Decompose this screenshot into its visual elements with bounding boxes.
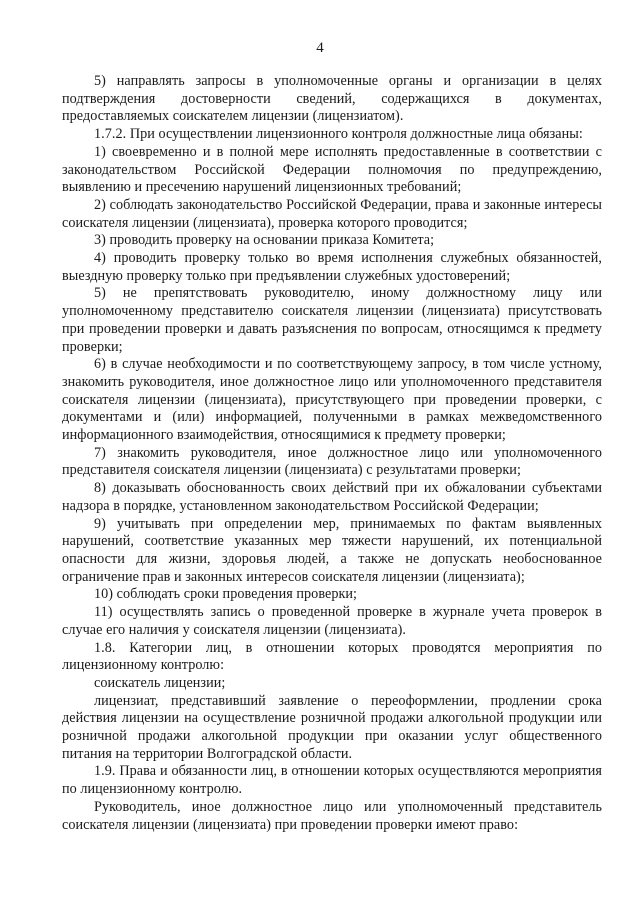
paragraph: 6) в случае необходимости и по соответствующему запросу, в том числе устному, знакомить руководителя, иное должностное лицо или уполномоченного представителя соискателя лицензии (лицензиата), присутствующего при проведении проверки, с документами и (или) информацией, полученными в рамках межведомственного информационного взаимодействия, относящимися к предмету проверки; (62, 356, 602, 444)
paragraph: 5) направлять запросы в уполномоченные органы и организации в целях подтверждения достоверности сведений, содержащихся в документах, предоставляемых соискателем лицензии (лицензиатом). (62, 73, 602, 125)
paragraph: 2) соблюдать законодательство Российской Федерации, права и законные интересы соискателя лицензии (лицензиата), проверка которого проводится; (62, 196, 602, 231)
paragraph: 10) соблюдать сроки проведения проверки; (94, 586, 358, 603)
paragraph: 4) проводить проверку только во время исполнения служебных обязанностей, выездную проверку только при предъявлении служебных удостоверений; (62, 250, 602, 284)
paragraph: 1.8. Категории лиц, в отношении которых проводятся мероприятия по лицензионному контролю: (62, 639, 602, 674)
paragraph: лицензиат, представивший заявление о переоформлении, продлении срока действия лицензии на осуществление розничной продажи алкогольной продукции или розничной продажи алкогольной продукции при оказании услуг общественного питания на территории Волгоградской области. (62, 692, 602, 762)
paragraph: 9) учитывать при определении мер, принимаемых по фактам выявленных нарушений, соответствие указанных мер тяжести нарушений, их потенциальной опасности для жизни, здоровья людей, а также не допускать необоснованное ограничение прав и законных интересов соискателя лицензии (лицензиата); (62, 515, 602, 585)
page-number: 4 (316, 40, 324, 56)
paragraph: 3) проводить проверку на основании приказа Комитета; (94, 232, 435, 249)
paragraph: 1) своевременно и в полной мере исполнять предоставленные в соответствии с законодательством Российской Федерации полномочия по предупреждению, выявлению и пресечению нарушений лицензионных требований; (62, 143, 602, 196)
paragraph: 7) знакомить руководителя, иное должностное лицо или уполномоченного представителя соискателя лицензии (лицензиата) с результатами проверки; (62, 444, 602, 479)
document-body (62, 73, 602, 834)
paragraph: Руководитель, иное должностное лицо или уполномоченный представитель соискателя лицензии (лицензиата) при проведении проверки имеют право: (62, 798, 602, 833)
paragraph: 8) доказывать обоснованность своих действий при их обжаловании субъектами надзора в порядке, установленном законодательством Российской Федерации; (62, 480, 602, 514)
paragraph: 11) осуществлять запись о проведенной проверке в журнале учета проверок в случае его наличия у соискателя лицензии (лицензиата). (62, 604, 602, 638)
paragraph: 1.9. Права и обязанности лиц, в отношении которых осуществляются мероприятия по лицензионному контролю. (62, 763, 602, 798)
paragraph: 5) не препятствовать руководителю, иному должностному лицу или уполномоченному представителю соискателя лицензии (лицензиата) присутствовать при проведении проверки и давать разъяснения по вопросам, относящимся к предмету проверки; (62, 285, 602, 355)
paragraph: соискатель лицензии; (94, 674, 226, 691)
paragraph: 1.7.2. При осуществлении лицензионного контроля должностные лица обязаны: (94, 126, 583, 143)
